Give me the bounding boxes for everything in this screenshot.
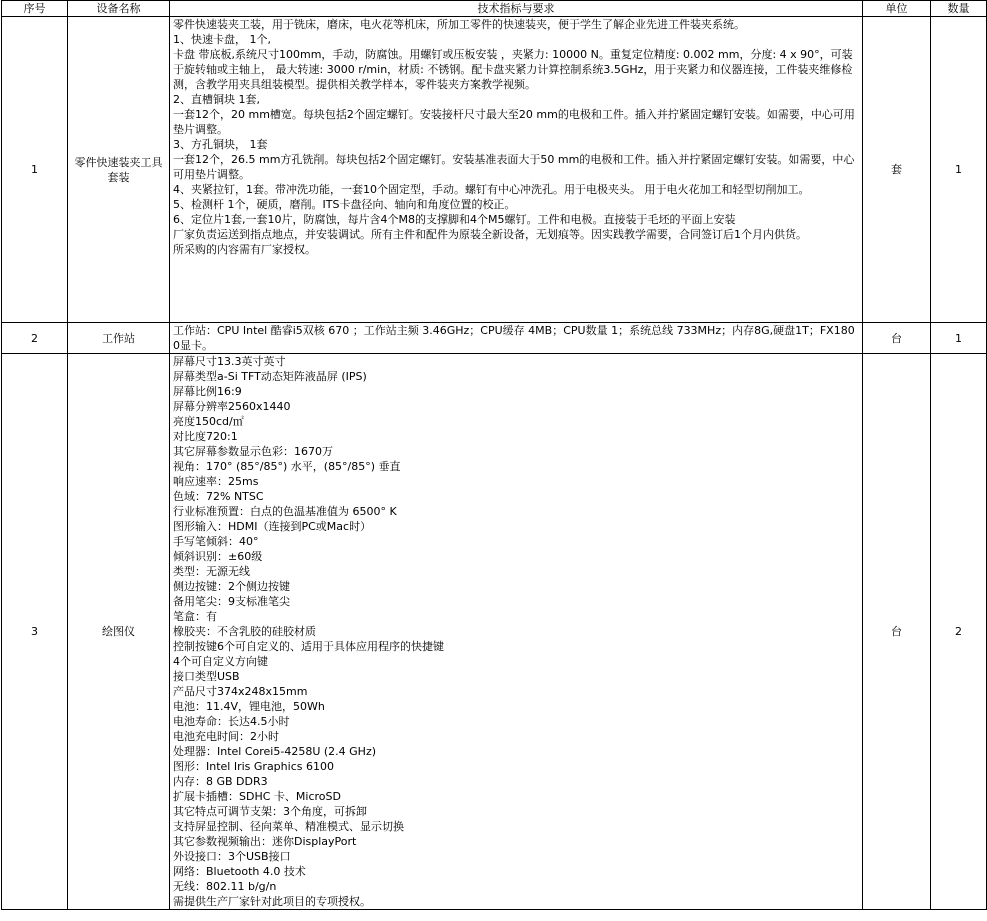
- spec-line: 支持屏显控制、径向菜单、精准模式、显示切换: [173, 820, 404, 833]
- spec-line: 一套12个，26.5 mm方孔铣削。每块包括2个固定螺钉。安装基准表面大于50 mm的电极和工件。插入并拧紧固定螺钉安装。如需要，中心可用垫片调整。: [173, 153, 855, 181]
- spec-line: 无线：802.11 b/g/n: [173, 880, 277, 893]
- spec-line: 倾斜识别：±60级: [173, 550, 263, 563]
- header-name: 设备名称: [68, 1, 170, 17]
- spec-line: 行业标准预置：白点的色温基准值为 6500° K: [173, 505, 397, 518]
- spec-line: 其它屏幕参数显示色彩：1670万: [173, 445, 333, 458]
- table-row: [2, 17, 987, 323]
- header-unit: 单位: [863, 1, 931, 17]
- spec-line: 1、快速卡盘， 1个,: [173, 33, 271, 46]
- spec-line: 电池：11.4V，锂电池，50Wh: [173, 700, 325, 713]
- spec-line: 笔盒：有: [173, 610, 217, 623]
- header-index: 序号: [2, 1, 68, 17]
- spec-line: 6、定位片1套,一套10片，防腐蚀，每片含4个M8的支撑脚和4个M5螺钉。工件和电极。直接装于毛坯的平面上安装: [173, 213, 736, 226]
- spec-line: 卡盘 带底板,系统尺寸100mm，手动，防腐蚀。用螺钉或压板安装 ，夹紧力: 10000 N。重复定位精度: 0.002 mm，分度: 4 x 90°，可装于旋转轴或主轴上， 最大转速: 3000 r/min，材质: 不锈钢。配卡盘夹紧力计算控制系统3.5GHz，用于夹紧力和仪器连接，工件装夹维修检测，含教学用夹具组装模型。提供相关教学样本，零件装夹方案教学视频。: [173, 48, 853, 91]
- spec-line: 类型：无源无线: [173, 565, 250, 578]
- spec-line: 侧边按键：2个侧边按键: [173, 580, 290, 593]
- spec-line: 电池充电时间：2小时: [173, 730, 279, 743]
- spec-line: 屏幕尺寸13.3英寸英寸: [173, 355, 286, 368]
- row-spec: [170, 354, 863, 910]
- spec-line: 屏幕分辨率2560x1440: [173, 400, 291, 413]
- spec-line: 屏幕类型a-Si TFT动态矩阵液晶屏 (IPS): [173, 370, 367, 383]
- row-name: 绘图仪: [68, 354, 170, 910]
- spec-line: 需提供生产厂家针对此项目的专项授权。: [173, 895, 371, 908]
- spec-line: 色域：72% NTSC: [173, 490, 264, 503]
- spec-line: 亮度150cd/㎡: [173, 415, 244, 428]
- header-row: [2, 1, 987, 17]
- spec-line: 工作站：CPU Intel 酷睿i5双核 670 ；工作站主频 3.46GHz；CPU缓存 4MB；CPU数量 1；系统总线 733MHz；内存8G,硬盘1T；FX1800显卡。: [173, 324, 855, 352]
- spec-line: 屏幕比例16:9: [173, 385, 242, 398]
- spec-line: 产品尺寸374x248x15mm: [173, 685, 308, 698]
- row-qty: 1: [931, 17, 987, 323]
- row-unit: 台: [863, 323, 931, 354]
- spec-line: 3、方孔铜块， 1套: [173, 138, 268, 151]
- spec-line: 手写笔倾斜：40°: [173, 535, 259, 548]
- row-qty: 2: [931, 354, 987, 910]
- spec-line: 网络：Bluetooth 4.0 技术: [173, 865, 306, 878]
- equipment-spec-table: [1, 0, 987, 910]
- spec-line: 厂家负责运送到指点地点，并安装调试。所有主件和配件为原装全新设备，无划痕等。因实践教学需要，合同签订后1个月内供货。: [173, 228, 807, 241]
- row-unit: 套: [863, 17, 931, 323]
- row-qty: 1: [931, 323, 987, 354]
- row-index: 3: [2, 354, 68, 910]
- spec-line: 所采购的内容需有厂家授权。: [173, 243, 316, 256]
- table-row: [2, 354, 987, 910]
- header-qty: 数量: [931, 1, 987, 17]
- spec-line: 零件快速装夹工装，用于铣床，磨床，电火花等机床，所加工零件的快速装夹，便于学生了解企业先进工件装夹系统。: [173, 18, 745, 31]
- spec-line: 其它参数视频输出：迷你DisplayPort: [173, 835, 357, 848]
- spec-line: 内存：8 GB DDR3: [173, 775, 268, 788]
- spec-line: 响应速率：25ms: [173, 475, 259, 488]
- row-spec: [170, 323, 863, 354]
- row-name: 零件快速装夹工具套装: [68, 17, 170, 323]
- spec-line: 2、直槽铜块 1套,: [173, 93, 260, 106]
- spec-line: 控制按键6个可自定义的、适用于具体应用程序的快捷键: [173, 640, 444, 653]
- spec-line: 4个可自定义方向键: [173, 655, 268, 668]
- spec-line: 4、夹紧拉钉，1套。带冲洗功能，一套10个固定型，手动。螺钉有中心冲洗孔。用于电极夹头。 用于电火花加工和轻型切削加工。: [173, 183, 810, 196]
- header-spec: 技术指标与要求: [170, 1, 863, 17]
- table-row: [2, 323, 987, 354]
- spec-line: 图形输入：HDMI（连接到PC或Mac时）: [173, 520, 372, 533]
- spec-line: 其它特点可调节支架：3个角度，可拆卸: [173, 805, 367, 818]
- row-unit: 台: [863, 354, 931, 910]
- spec-line: 扩展卡插槽：SDHC 卡、MicroSD: [173, 790, 341, 803]
- spec-line: 备用笔尖：9支标准笔尖: [173, 595, 290, 608]
- spec-line: 电池寿命：长达4.5小时: [173, 715, 290, 728]
- row-name: 工作站: [68, 323, 170, 354]
- row-index: 1: [2, 17, 68, 323]
- spec-line: 5、检测杆 1个，硬质，磨削。ITS卡盘径向、轴向和角度位置的校正。: [173, 198, 516, 211]
- spec-line: 一套12个，20 mm槽宽。每块包括2个固定螺钉。安装接杆尺寸最大至20 mm的电极和工件。插入并拧紧固定螺钉安装。如需要，中心可用垫片调整。: [173, 108, 855, 136]
- spec-line: 外设接口：3个USB接口: [173, 850, 291, 863]
- spec-line: 视角：170° (85°/85°) 水平，(85°/85°) 垂直: [173, 460, 401, 473]
- spec-line: 处理器：Intel Corei5-4258U (2.4 GHz): [173, 745, 377, 758]
- spec-line: 图形：Intel Iris Graphics 6100: [173, 760, 334, 773]
- spec-line: 对比度720:1: [173, 430, 238, 443]
- row-index: 2: [2, 323, 68, 354]
- spec-line: 接口类型USB: [173, 670, 240, 683]
- spec-line: 橡胶夹：不含乳胶的硅胶材质: [173, 625, 316, 638]
- row-spec: [170, 17, 863, 323]
